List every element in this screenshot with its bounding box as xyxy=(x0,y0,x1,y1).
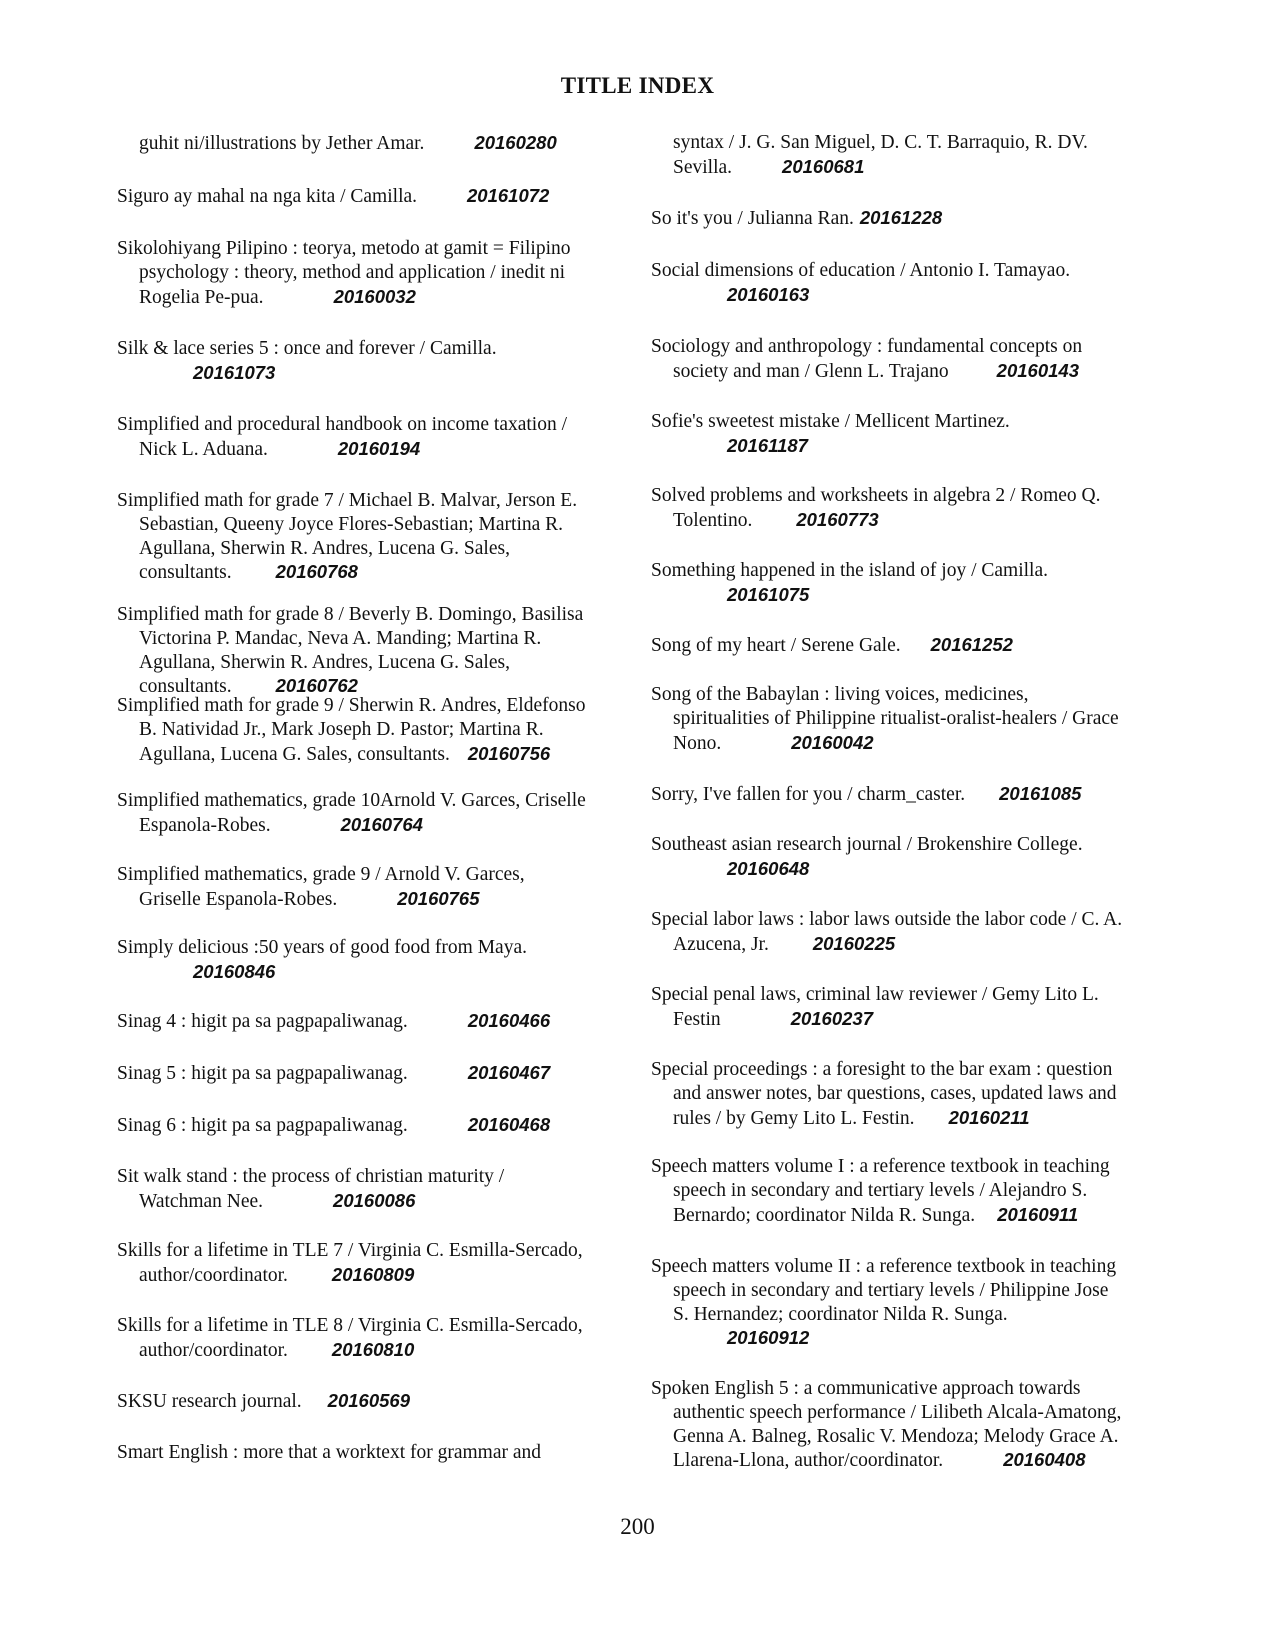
index-entry xyxy=(651,410,1166,458)
index-entry xyxy=(117,489,622,585)
index-entry xyxy=(117,1314,622,1363)
entry-text: Silk & lace series 5 : once and forever / Camilla. xyxy=(117,338,497,359)
entry-line xyxy=(117,184,622,209)
entry-text: Song of the Babaylan : living voices, medicines, xyxy=(651,684,1029,705)
entry-text: Speech matters volume I : a reference textbook in teaching xyxy=(651,1156,1110,1177)
entry-text: spiritualities of Philippine ritualist-oralist-healers / Grace xyxy=(673,707,1119,729)
entry-line xyxy=(117,261,622,285)
entry-line xyxy=(651,1058,1166,1082)
index-entry xyxy=(651,131,1166,180)
entry-line xyxy=(117,742,622,767)
entry-text: authentic speech performance / Lilibeth Alcala-Amatong, xyxy=(673,1401,1122,1423)
entry-line xyxy=(651,508,1166,533)
entry-line xyxy=(117,1263,622,1288)
entry-line xyxy=(117,1314,622,1338)
index-entry xyxy=(117,789,622,838)
index-entry xyxy=(651,983,1166,1032)
index-entry xyxy=(117,694,622,766)
index-entry xyxy=(117,1389,622,1414)
entry-line xyxy=(651,131,1166,155)
entry-text: speech in secondary and tertiary levels / Alejandro S. xyxy=(673,1179,1088,1201)
entry-text: Special labor laws : labor laws outside the labor code / C. A. xyxy=(651,909,1123,930)
entry-text: Speech matters volume II : a reference textbook in teaching xyxy=(651,1256,1117,1277)
entry-line xyxy=(651,707,1166,731)
entry-line xyxy=(651,206,1166,231)
entry-text: Siguro ay mahal na nga kita / Camilla. xyxy=(117,186,418,207)
entry-line xyxy=(651,932,1166,957)
entry-text: Sociology and anthropology : fundamental concepts on xyxy=(651,336,1083,357)
entry-line xyxy=(117,718,622,742)
index-entry xyxy=(651,259,1166,307)
entry-line xyxy=(117,789,622,813)
entry-line xyxy=(651,908,1166,932)
index-entry xyxy=(651,335,1166,384)
entry-text: Sinag 6 : higit pa sa pagpapaliwanag. xyxy=(117,1115,408,1136)
index-entry xyxy=(117,413,622,462)
index-entry xyxy=(651,1058,1166,1130)
entry-text: Something happened in the island of joy / Camilla. xyxy=(651,560,1048,581)
entry-line xyxy=(651,1303,1166,1327)
entry-line xyxy=(117,813,622,838)
entry-line xyxy=(117,237,622,261)
index-entry xyxy=(117,237,622,309)
record-number: 20160194 xyxy=(337,437,421,459)
record-number: 20160280 xyxy=(474,132,557,153)
entry-text: Azucena, Jr. xyxy=(673,933,769,955)
entry-text: rules / by Gemy Lito L. Festin. xyxy=(673,1107,915,1129)
entry-text: Simplified math for grade 8 / Beverly B. Domingo, Basilisa xyxy=(117,604,584,625)
record-number: 20160846 xyxy=(193,960,276,982)
record-number: 20160773 xyxy=(796,508,879,530)
entry-text: Simplified and procedural handbook on income taxation / xyxy=(117,414,568,435)
entry-text: psychology : theory, method and application / inedit ni xyxy=(139,261,566,283)
entry-text: consultants. xyxy=(139,676,232,698)
entry-text: Bernardo; coordinator Nilda R. Sunga. xyxy=(673,1204,976,1226)
record-number: 20160911 xyxy=(997,1203,1079,1225)
record-number: 20160681 xyxy=(782,155,865,177)
record-number: 20160810 xyxy=(331,1338,415,1360)
index-entry xyxy=(651,633,1166,658)
entry-text: Spoken English 5 : a communicative approach towards xyxy=(651,1378,1081,1399)
record-number: 20160756 xyxy=(467,742,551,764)
entry-text: Griselle Espanola-Robes. xyxy=(139,888,338,910)
entry-line xyxy=(651,410,1166,434)
record-number: 20160764 xyxy=(340,813,423,835)
entry-line xyxy=(117,131,622,156)
index-entry xyxy=(117,1441,622,1465)
entry-line xyxy=(117,513,622,537)
record-number: 20160762 xyxy=(275,675,358,697)
entry-text: and answer notes, bar questions, cases, updated laws and xyxy=(673,1082,1117,1104)
entry-line xyxy=(651,1377,1166,1401)
entry-line xyxy=(651,1279,1166,1303)
entry-line xyxy=(117,560,622,585)
record-number: 20160569 xyxy=(327,1390,410,1411)
entry-text: Llarena-Llona, author/coordinator. xyxy=(673,1450,944,1472)
entry-line xyxy=(117,437,622,462)
entry-line xyxy=(117,1389,622,1414)
entry-text: Nono. xyxy=(673,732,722,754)
page-number: 200 xyxy=(620,1514,655,1539)
entry-text: guhit ni/illustrations by Jether Amar. xyxy=(139,133,425,154)
entry-text: Victorina P. Mandac, Neva A. Manding; Martina R. xyxy=(139,627,542,649)
entry-text: syntax / J. G. San Miguel, D. C. T. Barraquio, R. DV. xyxy=(673,132,1088,153)
entry-line xyxy=(117,413,622,437)
entry-text: Sevilla. xyxy=(673,156,733,178)
entry-line xyxy=(651,335,1166,359)
entry-text: Sofie's sweetest mistake / Mellicent Martinez. xyxy=(651,411,1010,432)
record-number: 20160032 xyxy=(333,285,416,307)
entry-text: Simplified math for grade 9 / Sherwin R. Andres, Eldefonso xyxy=(117,695,586,716)
entry-line xyxy=(117,285,622,310)
entry-line xyxy=(651,983,1166,1007)
entry-text: Sit walk stand : the process of christian maturity / xyxy=(117,1166,505,1187)
index-entry xyxy=(117,131,622,156)
entry-text: S. Hernandez; coordinator Nilda R. Sunga. xyxy=(673,1303,1008,1325)
entry-line xyxy=(651,1448,1166,1473)
index-entry xyxy=(651,1377,1166,1473)
entry-line xyxy=(117,603,622,627)
entry-text: Special penal laws, criminal law reviewer / Gemy Lito L. xyxy=(651,984,1099,1005)
entry-line xyxy=(651,1007,1166,1032)
entry-text: Agullana, Sherwin R. Andres, Lucena G. Sales, xyxy=(139,537,510,559)
entry-line xyxy=(117,489,622,513)
index-entry xyxy=(117,1165,622,1214)
record-number: 20160768 xyxy=(275,561,358,583)
record-number: 20160042 xyxy=(791,731,874,753)
entry-line xyxy=(117,1009,622,1034)
record-number: 20160086 xyxy=(333,1189,416,1211)
entry-text: SKSU research journal. xyxy=(117,1391,302,1412)
entry-text: Simplified math for grade 7 / Michael B. Malvar, Jerson E. xyxy=(117,490,578,511)
entry-text: Sikolohiyang Pilipino : teorya, metodo at gamit = Filipino xyxy=(117,238,571,259)
entry-text: author/coordinator. xyxy=(139,1339,288,1361)
record-number: 20161085 xyxy=(999,783,1082,804)
entry-text: Festin xyxy=(673,1008,721,1030)
index-entry xyxy=(651,683,1166,755)
entry-line xyxy=(117,1338,622,1363)
entry-text: Song of my heart / Serene Gale. xyxy=(651,635,901,656)
entry-line xyxy=(651,782,1166,807)
record-number: 20160648 xyxy=(727,857,810,879)
entry-line xyxy=(651,833,1166,857)
entry-text: Skills for a lifetime in TLE 7 / Virginia C. Esmilla-Sercado, xyxy=(117,1240,583,1261)
entry-line xyxy=(117,337,622,361)
entry-text: Sebastian, Queeny Joyce Flores-Sebastian; Martina R. xyxy=(139,513,564,535)
index-entry xyxy=(117,1009,622,1034)
entry-text: speech in secondary and tertiary levels / Philippine Jose xyxy=(673,1279,1109,1301)
entry-line xyxy=(651,731,1166,756)
record-number: 20160912 xyxy=(727,1327,810,1349)
index-entry xyxy=(117,184,622,209)
index-entry xyxy=(117,337,622,385)
record-number: 20160809 xyxy=(331,1263,415,1285)
entry-text: B. Natividad Jr., Mark Joseph D. Pastor; Martina R. xyxy=(139,718,544,740)
entry-text: Tolentino. xyxy=(673,509,753,531)
entry-line xyxy=(651,1082,1166,1106)
record-number: 20160143 xyxy=(996,359,1079,381)
index-entry xyxy=(651,1255,1166,1350)
entry-line xyxy=(651,1255,1166,1279)
entry-line xyxy=(651,1425,1166,1449)
index-entry xyxy=(651,908,1166,957)
entry-text: consultants. xyxy=(139,562,232,584)
record-number: 20160765 xyxy=(397,887,480,909)
index-entry xyxy=(651,1155,1166,1227)
index-entry xyxy=(117,1061,622,1086)
entry-line xyxy=(651,633,1166,658)
index-entry xyxy=(117,603,622,699)
entry-line xyxy=(651,259,1166,283)
index-entry xyxy=(117,1239,622,1288)
entry-text: Sinag 4 : higit pa sa pagpapaliwanag. xyxy=(117,1011,408,1032)
entry-line xyxy=(117,1441,622,1465)
entry-line xyxy=(651,1401,1166,1425)
entry-line xyxy=(117,1061,622,1086)
record-number: 20160466 xyxy=(467,1010,551,1031)
entry-text: society and man / Glenn L. Trajano xyxy=(673,360,949,382)
entry-text: Special proceedings : a foresight to the bar exam : question xyxy=(651,1059,1113,1080)
record-number: 20161228 xyxy=(859,207,943,228)
entry-line xyxy=(117,651,622,675)
entry-line xyxy=(117,1165,622,1189)
entry-text: Watchman Nee. xyxy=(139,1190,264,1212)
record-number: 20160163 xyxy=(727,283,810,305)
entry-line xyxy=(117,863,622,887)
record-number: 20161072 xyxy=(467,185,550,206)
page-title: TITLE INDEX xyxy=(560,73,715,98)
entry-text: Sorry, I've fallen for you / charm_caster. xyxy=(651,784,966,805)
entry-text: Agullana, Lucena G. Sales, consultants. xyxy=(139,743,450,765)
entry-text: Simply delicious :50 years of good food from Maya. xyxy=(117,937,527,958)
entry-line xyxy=(117,694,622,718)
entry-line xyxy=(117,1239,622,1263)
entry-text: Rogelia Pe-pua. xyxy=(139,286,264,308)
entry-line xyxy=(651,1106,1166,1131)
record-number: 20160211 xyxy=(948,1106,1030,1128)
entry-line xyxy=(651,1155,1166,1179)
index-entry xyxy=(117,936,622,984)
entry-line xyxy=(117,1189,622,1214)
entry-text: Solved problems and worksheets in algebra 2 / Romeo Q. xyxy=(651,485,1101,506)
entry-text: Nick L. Aduana. xyxy=(139,438,268,460)
entry-line xyxy=(651,683,1166,707)
record-number: 20160468 xyxy=(467,1114,551,1135)
entry-text: Agullana, Sherwin R. Andres, Lucena G. Sales, xyxy=(139,651,510,673)
entry-line xyxy=(651,359,1166,384)
entry-text: So it's you / Julianna Ran. xyxy=(651,208,854,229)
entry-line xyxy=(651,1203,1166,1228)
entry-text: Espanola-Robes. xyxy=(139,814,271,836)
index-entry xyxy=(117,863,622,912)
record-number: 20160467 xyxy=(467,1062,551,1083)
record-number: 20161252 xyxy=(930,634,1013,655)
entry-text: author/coordinator. xyxy=(139,1264,288,1286)
index-entry xyxy=(117,1113,622,1138)
entry-line xyxy=(651,1179,1166,1203)
index-entry xyxy=(651,559,1166,607)
entry-line xyxy=(117,627,622,651)
entry-text: Smart English : more that a worktext for grammar and xyxy=(117,1442,542,1463)
entry-text: Southeast asian research journal / Brokenshire College. xyxy=(651,834,1083,855)
index-entry xyxy=(651,782,1166,807)
entry-text: Simplified mathematics, grade 10Arnold V. Garces, Criselle xyxy=(117,790,586,811)
record-number: 20161187 xyxy=(727,434,808,456)
entry-text: Sinag 5 : higit pa sa pagpapaliwanag. xyxy=(117,1063,408,1084)
entry-text: Genna A. Balneg, Rosalic V. Mendoza; Melody Grace A. xyxy=(673,1425,1119,1447)
index-entry xyxy=(651,833,1166,881)
record-number: 20160225 xyxy=(812,932,896,954)
entry-line xyxy=(651,484,1166,508)
record-number: 20160408 xyxy=(1003,1449,1086,1471)
record-number: 20161075 xyxy=(727,583,810,605)
entry-line xyxy=(117,887,622,912)
entry-text: Simplified mathematics, grade 9 / Arnold V. Garces, xyxy=(117,864,525,885)
index-entry xyxy=(651,206,1166,231)
entry-line xyxy=(117,936,622,960)
record-number: 20161073 xyxy=(193,361,276,383)
entry-text: Skills for a lifetime in TLE 8 / Virginia C. Esmilla-Sercado, xyxy=(117,1315,583,1336)
entry-line xyxy=(651,155,1166,180)
entry-line xyxy=(651,559,1166,583)
entry-text: Social dimensions of education / Antonio I. Tamayao. xyxy=(651,260,1071,281)
index-entry xyxy=(651,484,1166,533)
record-number: 20160237 xyxy=(790,1007,873,1029)
entry-line xyxy=(117,1113,622,1138)
entry-line xyxy=(117,537,622,561)
